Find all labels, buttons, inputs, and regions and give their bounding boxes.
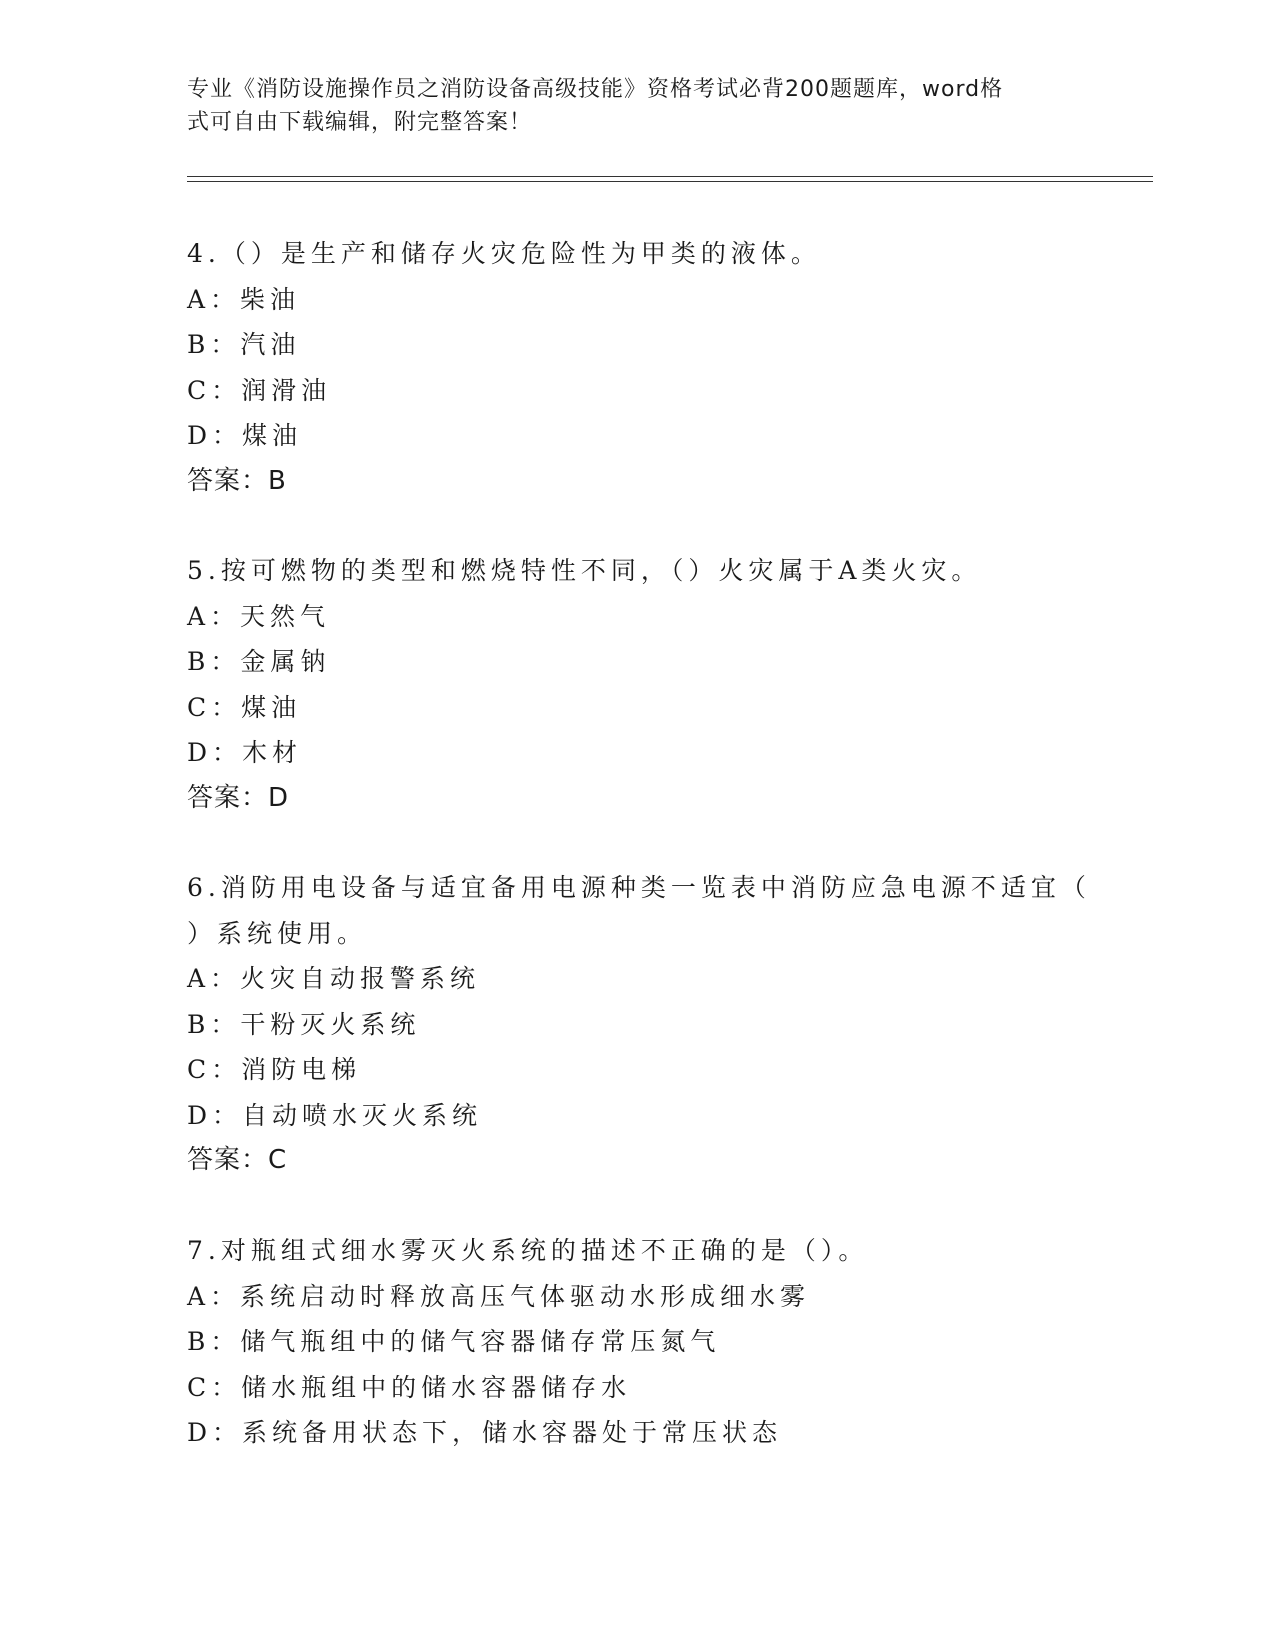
header-divider-top (187, 176, 1153, 177)
option-a: A：火灾自动报警系统 (187, 964, 481, 993)
option-a: A：系统启动时释放高压气体驱动水形成细水雾 (187, 1281, 811, 1311)
question-stem: 7.对瓶组式细水雾灭火系统的描述不正确的是（）。 (187, 1236, 869, 1265)
option-c: C：消防电梯 (187, 1055, 362, 1084)
option-b: B：汽油 (187, 330, 301, 359)
header-line-2: 式可自由下载编辑，附完整答案！ (187, 110, 533, 135)
answer-label: 答案： (187, 1145, 269, 1175)
answer-line (187, 1138, 1087, 1184)
header-divider-bottom (187, 181, 1153, 182)
question-4 (187, 231, 1087, 504)
option-a: A：柴油 (187, 284, 301, 314)
answer-line (187, 776, 1087, 822)
answer-value: B (268, 465, 287, 496)
option-c: C：储水瓶组中的储水容器储存水 (187, 1372, 632, 1402)
question-6 (187, 865, 1091, 1184)
option-d: D：木材 (187, 738, 303, 767)
document-header (187, 73, 1067, 139)
option-b: B：储气瓶组中的储气容器储存常压氮气 (187, 1327, 721, 1356)
question-stem-line-1: 6.消防用电设备与适宜备用电源种类一览表中消防应急电源不适宜（ (187, 873, 1091, 902)
option-c: C：润滑油 (187, 375, 332, 405)
question-stem-line-2: ）系统使用。 (187, 918, 368, 948)
answer-value: C (268, 1145, 288, 1175)
question-7 (187, 1228, 1087, 1456)
option-d: D：自动喷水灭火系统 (187, 1100, 483, 1130)
option-d: D：系统备用状态下，储水容器处于常压状态 (187, 1418, 783, 1447)
option-b: B：干粉灭火系统 (187, 1009, 421, 1039)
header-line-1: 专业《消防设施操作员之消防设备高级技能》资格考试必背200题题库，word格 (187, 77, 1004, 102)
answer-label: 答案： (187, 782, 269, 813)
answer-label: 答案： (187, 465, 269, 496)
question-stem: 5.按可燃物的类型和燃烧特性不同，（）火灾属于A类火灾。 (187, 556, 982, 585)
option-b: B：金属钠 (187, 647, 331, 676)
option-c: C：煤油 (187, 692, 302, 722)
option-d: D：煤油 (187, 421, 303, 450)
question-stem: 4.（）是生产和储存火灾危险性为甲类的液体。 (187, 239, 821, 268)
option-a: A：天然气 (187, 601, 331, 631)
answer-value: D (268, 782, 290, 813)
answer-line (187, 459, 1087, 505)
question-5 (187, 548, 1087, 821)
